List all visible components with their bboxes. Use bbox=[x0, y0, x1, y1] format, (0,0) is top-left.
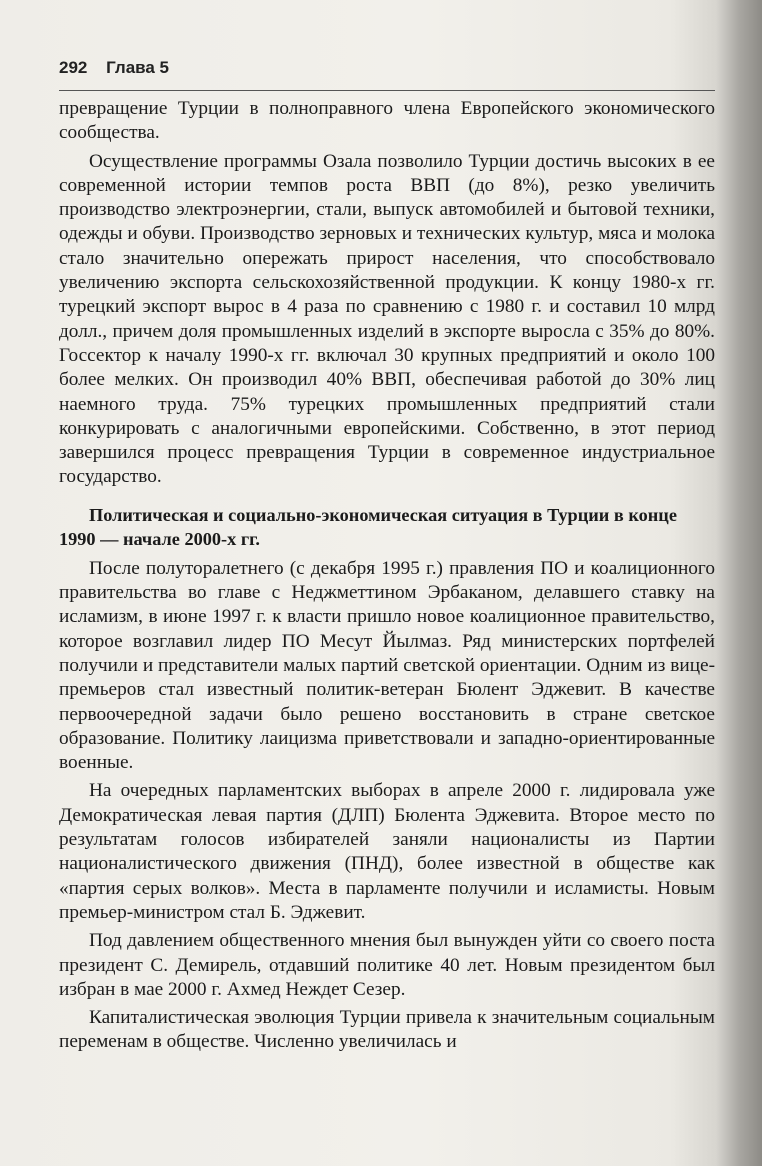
body-text bbox=[59, 97, 715, 1055]
page-number: 292 bbox=[59, 58, 88, 77]
section-heading: Политическая и социально-экономическая ситуация в Турции в конце 1990 — начале 2000-х гг. bbox=[59, 504, 677, 549]
running-header bbox=[59, 58, 715, 78]
paragraph: На очередных парламентских выборах в апреле 2000 г. лидировала уже Демократическая левая партия (ДЛП) Бюлента Эджевита. Второе место по результатам голосов избирателей заняли националисты из Партии националистического движения (ПНД), более известной в обществе как «партия серых волков». Места в парламенте получили и исламисты. Новым премьер-министром стал Б. Эджевит. bbox=[59, 780, 715, 923]
chapter-title: Глава 5 bbox=[106, 58, 170, 77]
paragraph: После полуторалетнего (с декабря 1995 г.) правления ПО и коалиционного правительства во главе с Неджметтином Эрбаканом, делавшего ставку на исламизм, в июне 1997 г. к власти пришло новое коалиционное правительство, которое возглавил лидер ПО Месут Йылмаз. Ряд министерских портфелей получили и представители малых партий светской ориентации. Одним из вице-премьеров стал известный политик-ветеран Бюлент Эджевит. В качестве первоочередной задачи было решено восстановить в стране светское образование. Политику лаицизма приветствовали и западно-ориентированные военные. bbox=[59, 557, 715, 774]
paragraph: Под давлением общественного мнения был вынужден уйти со своего поста президент С. Демирель, отдавший политике 40 лет. Новым президентом был избран в мае 2000 г. Ахмед Неждет Сезер. bbox=[59, 930, 715, 1000]
paragraph: Осуществление программы Озала позволило Турции достичь высоких в ее современной истории темпов роста ВВП (до 8%), резко увеличить производство электроэнергии, стали, выпуск автомобилей и бытовой техники, одежды и обуви. Производство зерновых и технических культур, мяса и молока стало значительно опережать прирост населения, что способствовало увеличению экспорта сельскохозяйственной продукции. К концу 1980-х гг. турецкий экспорт вырос в 4 раза по сравнению с 1980 г. и составил 10 млрд долл., причем доля промышленных изделий в экспорте выросла с 35% до 80%. Госсектор к началу 1990-х гг. включал 30 крупных предприятий и около 100 более мелких. Он производил 40% ВВП, обеспечивая работой до 30% лиц наемного труда. 75% турецких промышленных предприятий стали конкурировать с аналогичными европейскими. Собственно, в этот период завершился процесс превращения Турции в современное индустриальное государство. bbox=[59, 150, 715, 488]
paragraph: Капиталистическая эволюция Турции привела к значительным социальным переменам в обществе. Численно увеличилась и bbox=[59, 1007, 715, 1053]
paragraph: превращение Турции в полноправного члена Европейского экономического сообщества. bbox=[59, 98, 715, 144]
header-rule bbox=[59, 90, 715, 91]
